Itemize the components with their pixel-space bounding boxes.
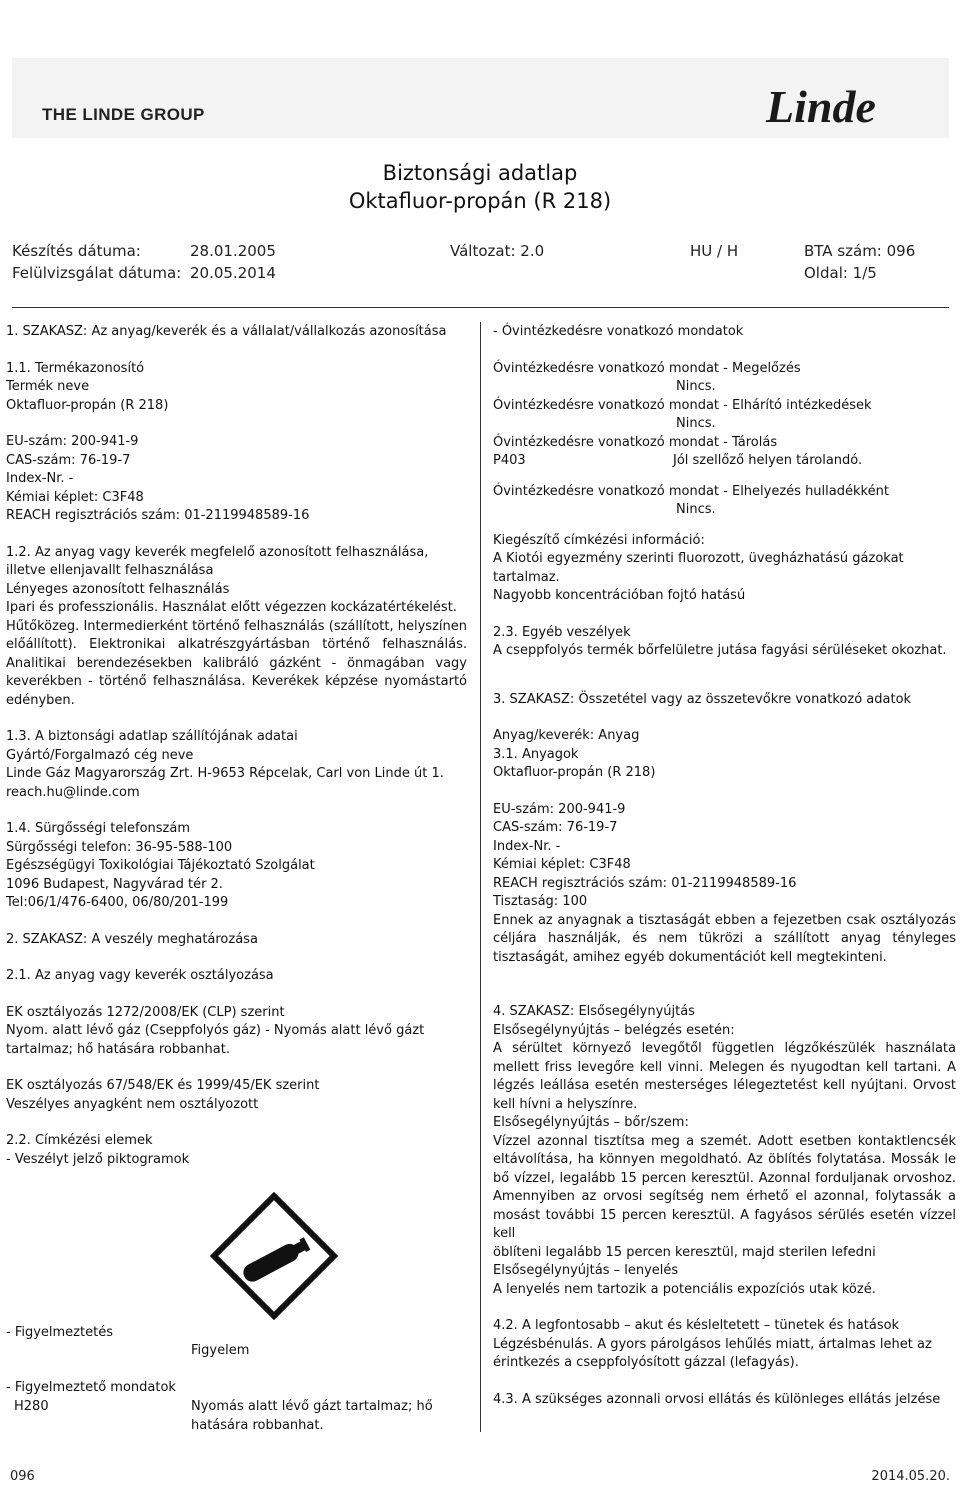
section-1-2-subtitle: Lényeges azonosított felhasználás bbox=[6, 581, 230, 597]
index-number: Index-Nr. - bbox=[6, 471, 74, 486]
product-name-label: Termék neve bbox=[6, 379, 90, 394]
emergency-phone: Sürgősségi telefon: 36-95-588-100 bbox=[6, 839, 233, 855]
signal-word-label: - Figyelmeztetés bbox=[6, 1325, 113, 1340]
logo-text: Linde bbox=[766, 81, 876, 132]
eu-number: EU-szám: 200-941-9 bbox=[6, 434, 139, 449]
gas-cylinder-pictogram-icon bbox=[210, 1192, 338, 1320]
footer-left: 096 bbox=[10, 1469, 35, 1484]
skin-eye-text-1: Vízzel azonnal tisztítsa meg a szemét. Adott esetben kontaktlencsék eltávolítása, ha könnyen megoldható. Az öblítés folytatása. Mossák le bő vízzel, legalább 15 percen keresztül. Azonnal forduljanak orvoshoz. Amennyiben az orvosi segítség nem érhető el azonnal, folytassák a mosást további 15 percen keresztül. A fagyásos sérülés esetén vízzel kell bbox=[493, 1133, 956, 1241]
chemical-formula: Kémiai képlet: C3F48 bbox=[6, 489, 144, 505]
prevention-value: Nincs. bbox=[676, 379, 716, 394]
section-1-2-text-1: Ipari és professzionális. Használat előtt végezzen kockázatértékelést. bbox=[6, 600, 457, 615]
revision-date-label: Felülvizsgálat dátuma: bbox=[12, 264, 182, 282]
storage-row: P403 Jól szellőző helyen tárolandó. bbox=[493, 453, 863, 468]
substance-name: Oktafluor-propán (R 218) bbox=[493, 765, 656, 780]
dsd-classification-text: Veszélyes anyagként nem osztályozott bbox=[6, 1096, 259, 1112]
precaution-title: - Óvintézkedésre vonatkozó mondatok bbox=[493, 324, 744, 339]
clp-classification-text: Nyom. alatt lévő gáz (Cseppfolyós gáz) - Nyomás alatt lévő gázt tartalmaz; hő hatására robbanhat. bbox=[6, 1023, 425, 1057]
extra-label-text-2: Nagyobb koncentrációban fojtó hatású bbox=[493, 588, 746, 603]
inhalation-title: Elsősegélynyújtás – belégzés esetén: bbox=[493, 1022, 735, 1038]
signal-word: Figyelem bbox=[191, 1343, 250, 1358]
section-2-3-title: 2.3. Egyéb veszélyek bbox=[493, 624, 631, 640]
prevention-title: Óvintézkedésre vonatkozó mondat - Megelőzés bbox=[493, 360, 801, 376]
ingestion-title: Elsősegélynyújtás – lenyelés bbox=[493, 1263, 679, 1278]
bta-number: BTA szám: 096 bbox=[804, 242, 916, 260]
hazard-statements-label: - Figyelmeztető mondatok bbox=[6, 1380, 176, 1395]
clp-classification-title: EK osztályozás 1272/2008/EK (CLP) szerint bbox=[6, 1004, 285, 1020]
purity-text: Ennek az anyagnak a tisztaságát ebben a fejezetben csak osztályozás céljára használják, és nem tükrözi a szállított anyag tényleges tisztaságát, amihez egyéb dokumentációt kell megtekinteni. bbox=[493, 912, 956, 965]
toxicology-phone: Tel:06/1/476-6400, 06/80/201-199 bbox=[6, 895, 229, 910]
reach-number-right: REACH regisztrációs szám: 01-2119948589-16 bbox=[493, 875, 797, 891]
section-2-3-text: A cseppfolyós termék bőrfelületre jutása fagyási sérüléseket okozhat. bbox=[493, 643, 947, 658]
section-2-title: 2. SZAKASZ: A veszély meghatározása bbox=[6, 931, 258, 947]
section-3-title: 3. SZAKASZ: Összetétel vagy az összetevőkre vonatkozó adatok bbox=[493, 691, 912, 707]
index-number-right: Index-Nr. - bbox=[493, 838, 561, 854]
section-1-1-title: 1.1. Termékazonosító bbox=[6, 360, 145, 376]
document-subtitle: Oktafluor-propán (R 218) bbox=[348, 189, 612, 213]
supplier-email[interactable]: reach.hu@linde.com bbox=[6, 784, 140, 800]
section-1-title: 1. SZAKASZ: Az anyag/keverék és a vállalat/vállalkozás azonosítása bbox=[6, 324, 447, 339]
section-2-2-title: 2.2. Címkézési elemek bbox=[6, 1133, 153, 1148]
section-1-4-title: 1.4. Sürgősségi telefonszám bbox=[6, 821, 190, 836]
right-column bbox=[493, 323, 956, 1409]
purity: Tisztaság: 100 bbox=[493, 894, 588, 909]
ingestion-text: A lenyelés nem tartozik a potenciális expozíciós utak közé. bbox=[493, 1281, 876, 1297]
section-2-1-title: 2.1. Az anyag vagy keverék osztályozása bbox=[6, 968, 274, 983]
response-title: Óvintézkedésre vonatkozó mondat - Elhárító intézkedések bbox=[493, 397, 872, 413]
footer-right: 2014.05.20. bbox=[871, 1469, 950, 1484]
chemical-formula-right: Kémiai képlet: C3F48 bbox=[493, 857, 631, 872]
pictogram-label: - Veszélyt jelző piktogramok bbox=[6, 1151, 190, 1167]
inhalation-text: A sérültet környező levegőtől független légzőkészülék használata mellett friss levegőre kell vinni. Melegen és nyugodtan kell tartani. A légzés leállása esetén mesterséges lélegeztetést kell nyújtani. Orvost kell hívni a helyszínre. bbox=[493, 1041, 956, 1112]
skin-eye-title: Elsősegélynyújtás – bőr/szem: bbox=[493, 1115, 689, 1130]
disposal-value: Nincs. bbox=[676, 502, 716, 517]
prep-date-label: Készítés dátuma: bbox=[12, 242, 141, 260]
revision-date: 20.05.2014 bbox=[190, 264, 276, 282]
language-code: HU / H bbox=[690, 242, 739, 260]
document-title: Biztonsági adatlap bbox=[382, 161, 578, 185]
eu-number-right: EU-szám: 200-941-9 bbox=[493, 801, 626, 817]
skin-eye-text-2: öblíteni legalább 15 percen keresztül, majd sterilen lefedni bbox=[493, 1244, 876, 1260]
section-1-2-text-2: Hűtőközeg. Intermedierként történő felhasználás (szállított, helyszínen előállított). Elektronikai alkatrészgyártásban történő felhasználás. Analitikai berendezésekben kalibráló gázként - önmagában vagy keverékben - történő felhasználása. Keverékek képzése nyomástartó edényben. bbox=[6, 618, 467, 708]
substance-mixture: Anyag/keverék: Anyag bbox=[493, 728, 640, 743]
section-4-2-title: 4.2. A legfontosabb – akut és késleltetett – tünetek és hatások bbox=[493, 1318, 900, 1333]
column-divider bbox=[480, 322, 481, 1432]
section-4-title: 4. SZAKASZ: Elsősegélynyújtás bbox=[493, 1004, 695, 1019]
linde-logo bbox=[760, 78, 940, 134]
hazard-code: H280 bbox=[14, 1399, 49, 1414]
extra-label-text-1: A Kiotói egyezmény szerinti fluorozott, üvegházhatású gázokat tartalmaz. bbox=[493, 551, 904, 585]
section-1-3-subtitle: Gyártó/Forgalmazó cég neve bbox=[6, 747, 194, 763]
toxicology-address: 1096 Budapest, Nagyvárad tér 2. bbox=[6, 876, 223, 892]
product-name: Oktafluor-propán (R 218) bbox=[6, 397, 169, 413]
section-4-2-text: Légzésbénulás. A gyors párolgásos lehűlés miatt, ártalmas lehet az érintkezés a cseppfolyósított gázzal (lefagyás). bbox=[493, 1336, 932, 1370]
cas-number-right: CAS-szám: 76-19-7 bbox=[493, 820, 618, 835]
supplier-address: Linde Gáz Magyarország Zrt. H-9653 Répcelak, Carl von Linde út 1. bbox=[6, 766, 444, 781]
left-column bbox=[6, 323, 467, 1169]
extra-label-title: Kiegészítő címkézési információ: bbox=[493, 532, 705, 548]
header-divider bbox=[12, 307, 949, 308]
prep-date: 28.01.2005 bbox=[190, 242, 276, 260]
cas-number: CAS-szám: 76-19-7 bbox=[6, 452, 131, 468]
storage-title: Óvintézkedésre vonatkozó mondat - Tárolás bbox=[493, 434, 778, 450]
section-1-3-title: 1.3. A biztonsági adatlap szállítójának adatai bbox=[6, 729, 298, 744]
section-4-3-title: 4.3. A szükséges azonnali orvosi ellátás és különleges ellátás jelzése bbox=[493, 1391, 941, 1407]
hazard-text: Nyomás alatt lévő gázt tartalmaz; hő hatására robbanhat. bbox=[191, 1399, 433, 1433]
response-value: Nincs. bbox=[676, 416, 716, 431]
section-3-1-title: 3.1. Anyagok bbox=[493, 746, 579, 762]
toxicology-service: Egészségügyi Toxikológiai Tájékoztató Szolgálat bbox=[6, 858, 315, 873]
disposal-title: Óvintézkedésre vonatkozó mondat - Elhelyezés hulladékként bbox=[493, 483, 889, 499]
company-name: THE LINDE GROUP bbox=[42, 105, 205, 124]
section-1-2-title: 1.2. Az anyag vagy keverék megfelelő azonosított felhasználása, illetve ellenjavallt felhasználása bbox=[6, 544, 429, 578]
dsd-classification-title: EK osztályozás 67/548/EK és 1999/45/EK szerint bbox=[6, 1078, 320, 1093]
page-number: Oldal: 1/5 bbox=[804, 264, 877, 282]
version: Változat: 2.0 bbox=[450, 242, 545, 260]
reach-number: REACH regisztrációs szám: 01-2119948589-16 bbox=[6, 508, 310, 523]
